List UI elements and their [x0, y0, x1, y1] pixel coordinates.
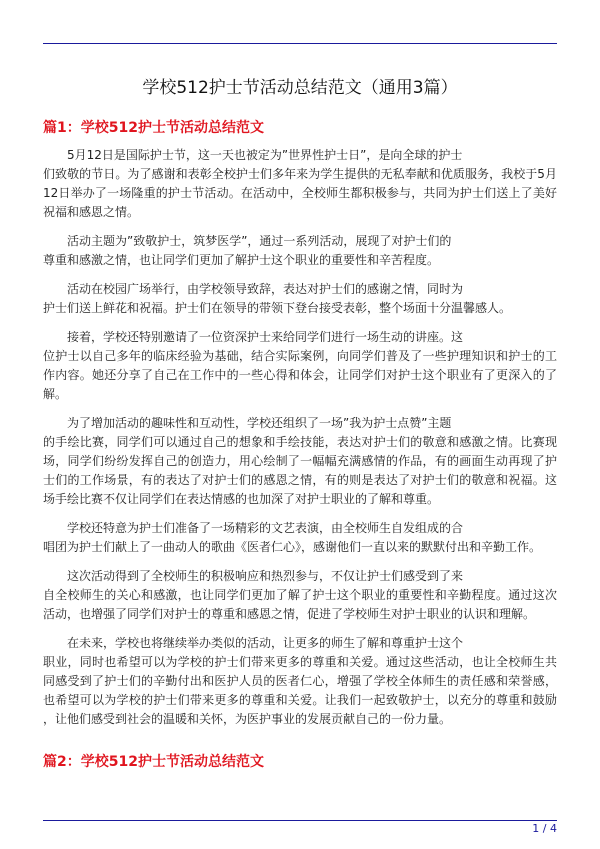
paragraph: [43, 280, 557, 318]
paragraph-line: 们致敬的节日。为了感谢和表彰全校护士们多年来为学生提供的无私奉献和优质服务，我校于5月: [43, 167, 557, 181]
paragraph: [43, 232, 557, 270]
section-2-heading: 篇2：学校512护士节活动总结范文: [43, 754, 264, 770]
paragraph-line: 场手绘比赛不仅让同学们在表达情感的也加深了对护士职业的了解和尊重。: [43, 492, 440, 506]
paragraph-line: 位护士以自己多年的临床经验为基础，结合实际案例，向同学们普及了一些护理知识和护士的工: [43, 349, 557, 363]
paragraph-line: 场，同学们纷纷发挥自己的创造力，用心绘制了一幅幅充满感情的作品，有的画面生动再现了护: [43, 454, 557, 468]
paragraph-line: 的手绘比赛，同学们可以通过自己的想象和手绘技能，表达对护士们的敬意和感激之情。比赛现: [43, 435, 557, 449]
paragraph-line: 同感受到了护士们的辛勤付出和医护人员的医者仁心，增强了学校全体师生的责任感和荣誉感，: [43, 674, 557, 688]
document-body: [43, 118, 557, 739]
paragraph-line: 活动在校园广场举行，由学校领导致辞，表达对护士们的感谢之情，同时为: [67, 282, 464, 296]
paragraph-line: 唱团为护士们献上了一曲动人的歌曲《医者仁心》，感谢他们一直以来的默默付出和辛勤工作。: [43, 540, 542, 554]
paragraph-line: 接着，学校还特别邀请了一位资深护士来给同学们进行一场生动的讲座。这: [67, 330, 464, 344]
paragraph-line: 活动主题为”致敬护士，筑梦医学”，通过一系列活动，展现了对护士们的: [67, 234, 452, 248]
paragraph-line: 为了增加活动的趣味性和互动性，学校还组织了一场”我为护士点赞”主题: [67, 416, 452, 430]
paragraph-line: 自全校师生的关心和感激，也让同学们更加了解了护士这个职业的重要性和辛勤程度。通过这次: [43, 588, 557, 602]
paragraph-line: 士们的工作场景，有的表达了对护士们的感恩之情，有的则是表达了对护士们的敬意和祝福。这: [43, 473, 557, 487]
footer-rule: [43, 820, 557, 821]
paragraph-line: 作内容。她还分享了自己在工作中的一些心得和体会，让同学们对护士这个职业有了更深入的了: [43, 368, 557, 382]
page-number: 1 / 4: [532, 822, 557, 835]
paragraph-line: 活动，也增强了同学们对护士的尊重和感恩之情，促进了学校师生对护士职业的认识和理解。: [43, 607, 536, 621]
paragraph-line: 尊重和感激之情，也让同学们更加了解护士这个职业的重要性和辛苦程度。: [43, 253, 440, 267]
paragraph: [43, 146, 557, 222]
paragraph-line: 祝福和感恩之情。: [43, 205, 140, 219]
paragraph-line: 在未来，学校也将继续举办类似的活动，让更多的师生了解和尊重护士这个: [67, 636, 464, 650]
paragraph: [43, 634, 557, 729]
paragraph: [43, 519, 557, 557]
paragraph: [43, 414, 557, 509]
document-title: 学校512护士节活动总结范文（通用3篇）: [142, 78, 458, 98]
paragraph-line: 也希望可以为学校的护士们带来更多的尊重和关爱。让我们一起致敬护士，以充分的尊重和鼓励: [43, 693, 557, 707]
paragraph-line: 学校还特意为护士们准备了一场精彩的文艺表演，由全校师生自发组成的合: [67, 521, 464, 535]
paragraph: [43, 567, 557, 624]
paragraph-line: 护士们送上鲜花和祝福。护士们在领导的带领下登台接受表彰，整个场面十分温馨感人。: [43, 301, 512, 315]
paragraph-line: ，让他们感受到社会的温暖和关怀，为医护事业的发展贡献自己的一份力量。: [43, 712, 452, 726]
section-1-heading: 篇1：学校512护士节活动总结范文: [43, 120, 264, 136]
paragraph-line: 5月12日是国际护士节，这一天也被定为”世界性护士日”，是向全球的护士: [67, 148, 463, 162]
paragraph-line: 这次活动得到了全校师生的积极响应和热烈参与，不仅让护士们感受到了来: [67, 569, 464, 583]
paragraph-line: 解。: [43, 387, 68, 401]
paragraph-line: 职业，同时也希望可以为学校的护士们带来更多的尊重和关爱。通过这些活动，也让全校师生共: [43, 655, 557, 669]
paragraph-line: 12日举办了一场隆重的护士节活动。在活动中，全校师生都积极参与，共同为护士们送上了美好: [43, 186, 557, 200]
header-rule: [43, 43, 557, 44]
section-1-paragraphs: [43, 146, 557, 729]
paragraph: [43, 328, 557, 404]
